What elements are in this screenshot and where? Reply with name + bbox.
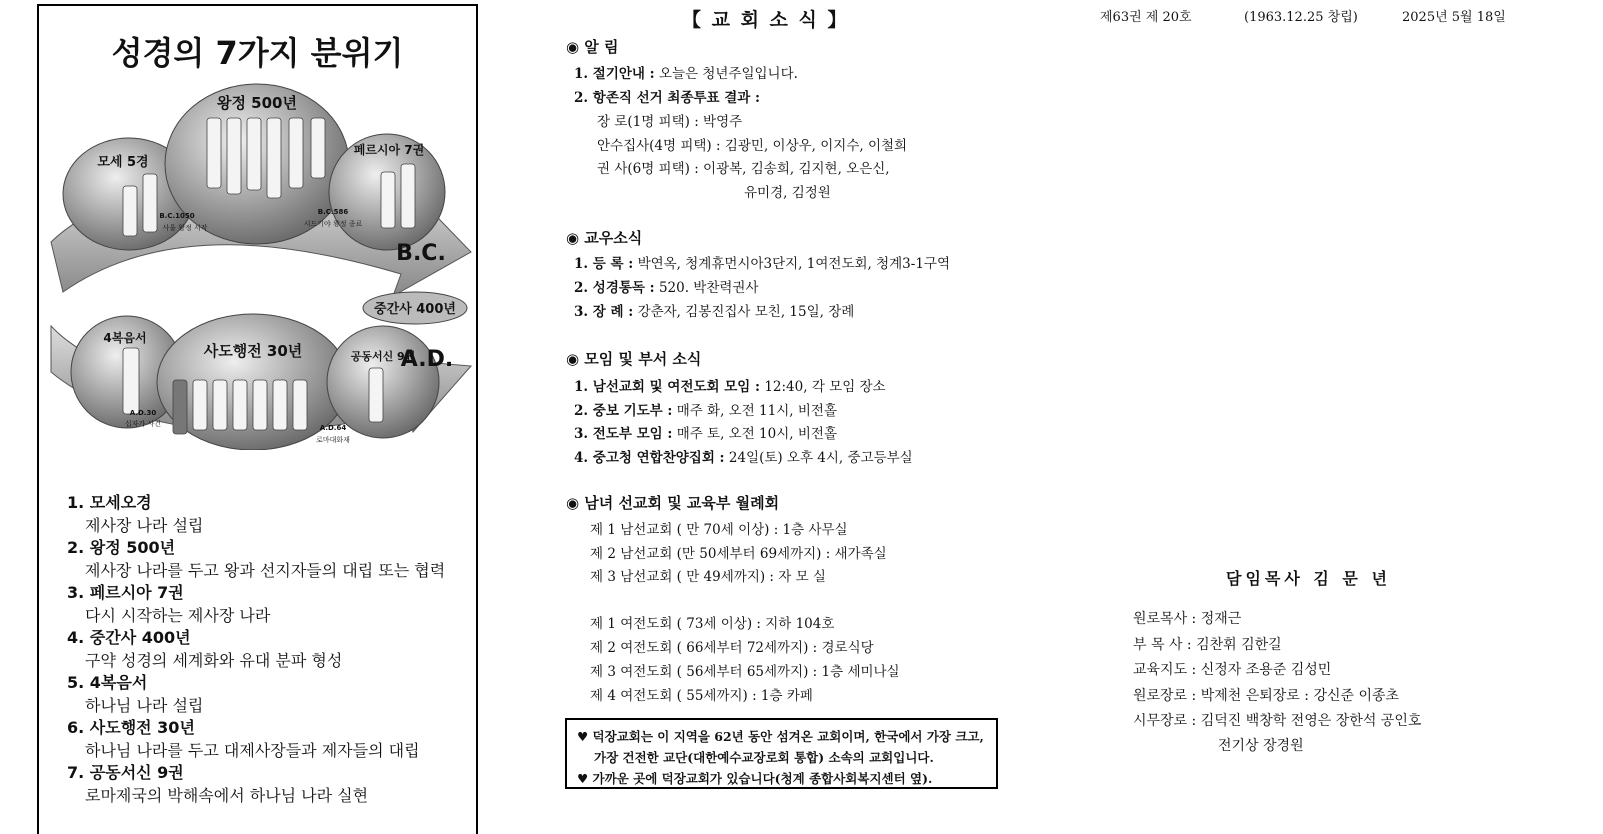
- diagram-note-zedekiah: 시드기야 왕정 종료: [303, 220, 363, 228]
- election-kwonsa: 권 사(6명 피택) : 이광복, 김송희, 김지현, 오은신,: [597, 161, 890, 177]
- list-item: 4. 중간사 400년 구약 성경의 세계화와 유대 분파 형성: [67, 628, 343, 670]
- diagram-date-ad64: A.D.64: [319, 424, 347, 432]
- member-news-item: 1. 등 록 : 박연옥, 청계휴먼시아3단지, 1여전도회, 청계3-1구역: [574, 256, 951, 272]
- diagram-label-gospels: 4복음서: [103, 331, 147, 345]
- diagram-note-rome: 로마대화재: [316, 436, 350, 444]
- list-item: 2. 왕정 500년 제사장 나라를 두고 왕과 선지자들의 대립 또는 협력: [67, 538, 446, 580]
- list-item: 6. 사도행전 30년 하나님 나라를 두고 대제사장들과 제자들의 대립: [67, 718, 420, 760]
- election-elder: 장 로(1명 피택) : 박영주: [597, 114, 743, 130]
- list-item: 7. 공동서신 9권 로마제국의 박해속에서 하나님 나라 실현: [67, 763, 369, 805]
- member-news-item: 2. 성경통독 : 520. 박찬력권사: [574, 280, 759, 296]
- list-item: 5. 4복음서 하나님 나라 설립: [67, 673, 204, 715]
- list-item: 3. 페르시아 7권 다시 시작하는 제사장 나라: [67, 583, 271, 625]
- staff-row: 원로장로 : 박제천 은퇴장로 : 강신준 이종초: [1133, 688, 1400, 704]
- panel-title: 성경의 7가지 분위기: [111, 34, 404, 72]
- womens-group-row: 제 1 여전도회 ( 73세 이상) : 지하 104호: [590, 616, 835, 632]
- meeting-item: 1. 남선교회 및 여전도회 모임 : 12:40, 각 모임 장소: [574, 379, 886, 395]
- issue-founded: (1963.12.25 창립): [1244, 10, 1358, 25]
- election-deacon: 안수집사(4명 피택) : 김광민, 이상우, 이지수, 이철희: [597, 138, 908, 154]
- staff-row: 부 목 사 : 김찬휘 김한길: [1133, 637, 1282, 653]
- election-kwonsa-cont: 유미경, 김정원: [744, 185, 831, 201]
- meeting-item: 2. 중보 기도부 : 매주 화, 오전 11시, 비전홀: [574, 403, 837, 419]
- diagram-label-acts: 사도행전 30년: [203, 342, 303, 360]
- diagram-label-intertestament: 중간사 400년: [374, 302, 456, 317]
- meeting-item: 3. 전도부 모임 : 매주 토, 오전 10시, 비전홀: [574, 426, 837, 442]
- issue-volume: 제63권 제 20호: [1100, 10, 1192, 25]
- mens-group-row: 제 3 남선교회 ( 만 49세까지) : 자 모 실: [590, 569, 826, 585]
- announcement-item: 1. 절기안내 : 오늘은 청년주일입니다.: [574, 66, 798, 82]
- senior-pastor: 담임목사 김 문 년: [1226, 569, 1391, 588]
- meeting-item: 4. 중고청 연합찬양집회 : 24일(토) 오후 4시, 중고등부실: [574, 450, 913, 466]
- diagram-date-bc586: B.C.586: [317, 208, 349, 216]
- member-news-item: 3. 장 례 : 강춘자, 김봉진집사 모친, 15일, 장례: [574, 304, 855, 320]
- diagram-date-bc1050: B.C.1050: [159, 212, 195, 220]
- mens-group-row: 제 2 남선교회 (만 50세부터 69세까지) : 새가족실: [590, 546, 887, 562]
- mens-group-row: 제 1 남선교회 ( 만 70세 이상) : 1층 사무실: [590, 522, 848, 538]
- diagram-label-persia: 페르시아 7권: [353, 143, 425, 157]
- diagram-label-kingdom: 왕정 500년: [216, 94, 298, 112]
- staff-row: 원로목사 : 정재근: [1133, 611, 1242, 627]
- bible-timeline-diagram: [43, 82, 473, 450]
- section-heading-monthly-meetings: ◉ 남녀 선교회 및 교육부 월례회: [566, 494, 780, 512]
- bible-seven-periods-panel: [37, 4, 478, 834]
- issue-date: 2025년 5월 18일: [1402, 10, 1506, 25]
- womens-group-row: 제 2 여전도회 ( 66세부터 72세까지) : 경로식당: [590, 640, 874, 656]
- diagram-label-moses: 모세 5경: [97, 155, 149, 170]
- diagram-label-epistles: 공동서신 9권: [350, 350, 416, 363]
- section-heading-member-news: ◉ 교우소식: [566, 229, 643, 247]
- section-heading-meetings: ◉ 모임 및 부서 소식: [566, 350, 702, 368]
- staff-row: 시무장로 : 김덕진 백창학 전영은 장한석 공인호: [1133, 713, 1422, 729]
- womens-group-row: 제 4 여전도회 ( 55세까지) : 1층 카페: [590, 688, 813, 704]
- news-title: 【 교 회 소 식 】: [682, 9, 849, 31]
- seven-periods-list: [67, 492, 477, 807]
- list-item: 1. 모세오경 제사장 나라 설립: [67, 493, 204, 535]
- diagram-note-saul: 사울 왕정 시작: [162, 224, 208, 232]
- womens-group-row: 제 3 여전도회 ( 56세부터 65세까지) : 1층 세미나실: [590, 664, 900, 680]
- section-heading-announcements: ◉ 알 림: [566, 38, 619, 56]
- staff-row: 전기상 장경원: [1218, 738, 1304, 754]
- announcement-item: 2. 항존직 선거 최종투표 결과 :: [574, 90, 761, 106]
- diagram-label-bc: B.C.: [396, 241, 446, 266]
- staff-row: 교육지도 : 신정자 조용준 김성민: [1133, 662, 1332, 678]
- diagram-date-ad30: A.D.30: [129, 409, 157, 417]
- diagram-note-cross: 십자가 사건: [124, 420, 162, 428]
- church-notice-box: ♥ 덕장교회는 이 지역을 62년 동안 섬겨온 교회이며, 한국에서 가장 크고, 가장 건전한 교단(대한예수교장로회 통합) 소속의 교회입니다. ♥ 가까운 곳에 덕장교회가 있습니다(청계 종합사회복지센터 옆).: [565, 718, 998, 789]
- diagram-label-ad: A.D.: [400, 347, 454, 372]
